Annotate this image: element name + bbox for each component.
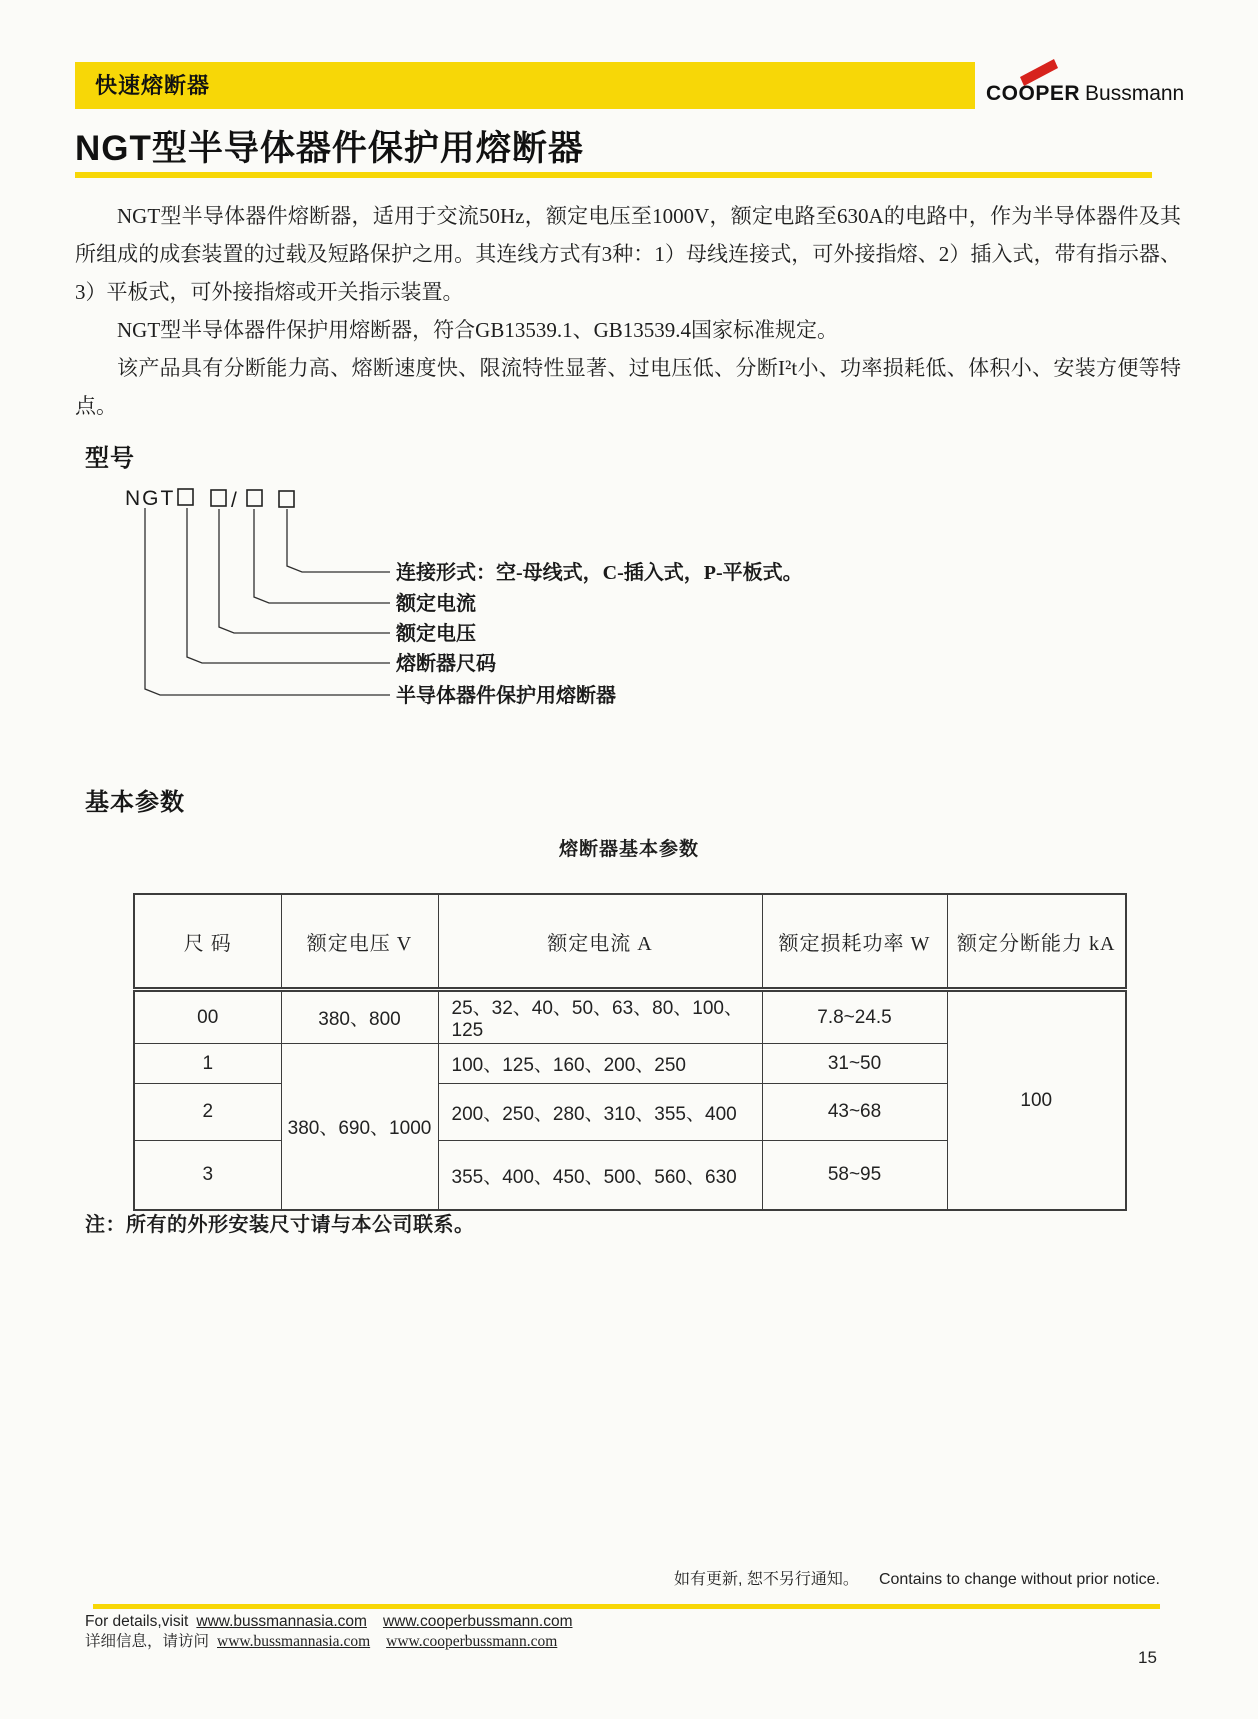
callout-label-product: 半导体器件保护用熔断器 <box>396 685 616 707</box>
callout-label-connection: 连接形式：空-母线式，C-插入式，P-平板式。 <box>396 562 803 584</box>
update-notice <box>560 1566 1160 1589</box>
cooper-bussmann-logo <box>984 56 1185 108</box>
details-label-cn: 详细信息，请访问 <box>85 1633 210 1650</box>
footer-links-line-en <box>85 1612 572 1632</box>
basic-params-table <box>133 893 1127 1211</box>
cell-size: 3 <box>134 1141 281 1211</box>
category-banner-label: 快速熔断器 <box>95 73 211 98</box>
logo-bussmann-label: Bussmann <box>1085 82 1185 105</box>
params-section-heading: 基本参数 <box>85 789 185 816</box>
model-section-heading: 型号 <box>85 445 135 472</box>
col-header-size: 尺 码 <box>134 894 281 990</box>
callout-label-size: 熔断器尺码 <box>396 653 496 675</box>
cell-size: 00 <box>134 990 281 1044</box>
link-cooperbussmann[interactable]: www.cooperbussmann.com <box>382 1613 573 1630</box>
logo-text <box>986 82 1184 106</box>
intro-paragraph-2: NGT型半导体器件保护用熔断器，符合GB13539.1、GB13539.4国家标准规定。 <box>117 318 839 342</box>
intro-paragraph-3: 该产品具有分断能力高、熔断速度快、限流特性显著、过电压低、分断I²t小、功率损耗低、体积小、安装方便等特点。 <box>75 356 1181 418</box>
cell-voltage: 380、800 <box>281 990 438 1044</box>
cell-size: 2 <box>134 1084 281 1141</box>
callout-line-product <box>145 508 390 695</box>
cell-breaking-capacity: 100 <box>947 990 1126 1211</box>
model-code-diagram <box>75 478 925 718</box>
callout-line-size <box>187 508 390 663</box>
cell-power: 31~50 <box>762 1044 947 1084</box>
model-box-size <box>178 489 193 505</box>
callout-label-current: 额定电流 <box>396 593 476 615</box>
model-box-connection <box>279 491 294 507</box>
cell-current: 25、32、40、50、63、80、100、125 <box>438 990 762 1044</box>
table-header-row <box>134 894 1126 990</box>
model-box-voltage <box>211 490 226 506</box>
details-label-en: For details,visit <box>85 1613 189 1630</box>
model-box-current <box>247 490 262 506</box>
intro-paragraph-1: NGT型半导体器件熔断器，适用于交流50Hz，额定电压至1000V，额定电路至630A的电路中，作为半导体器件及其所组成的成套装置的过载及短路保护之用。其连线方式有3种：1）母线连接式，可外接指熔、2）插入式，带有指示器、3）平板式，可外接指熔或开关指示装置。 <box>75 204 1181 304</box>
title-underline-rule <box>75 172 1152 178</box>
col-header-voltage: 额定电压 V <box>281 894 438 990</box>
intro-paragraphs <box>75 197 1181 425</box>
callout-line-connection <box>287 509 390 572</box>
callout-line-voltage <box>219 509 390 633</box>
cell-current: 100、125、160、200、250 <box>438 1044 762 1084</box>
update-notice-en: Contains to change without prior notice. <box>878 1571 1160 1588</box>
link-bussmannasia-cn[interactable]: www.bussmannasia.com <box>217 1633 371 1650</box>
link-bussmannasia[interactable]: www.bussmannasia.com <box>196 1613 367 1630</box>
cell-current: 355、400、450、500、560、630 <box>438 1141 762 1211</box>
footer-yellow-rule <box>93 1604 1160 1609</box>
page-number: 15 <box>1138 1648 1157 1667</box>
cell-size: 1 <box>134 1044 281 1084</box>
cell-power: 7.8~24.5 <box>762 990 947 1044</box>
cell-current: 200、250、280、310、355、400 <box>438 1084 762 1141</box>
cell-power: 43~68 <box>762 1084 947 1141</box>
table-caption: 熔断器基本参数 <box>558 839 699 860</box>
col-header-current: 额定电流 A <box>438 894 762 990</box>
table-row <box>134 990 1126 1044</box>
col-header-power: 额定损耗功率 W <box>762 894 947 990</box>
model-slash-text: / <box>231 489 237 512</box>
callout-line-current <box>254 509 390 603</box>
footer-links-line-cn <box>85 1632 572 1652</box>
cell-voltage-merged: 380、690、1000 <box>281 1044 438 1211</box>
model-prefix-text: NGT <box>125 487 176 510</box>
callout-label-voltage: 额定电压 <box>396 623 476 645</box>
footer-links <box>85 1612 572 1652</box>
update-notice-cn: 如有更新, 恕不另行通知。 <box>674 1571 859 1588</box>
category-banner <box>75 62 975 109</box>
cell-power: 58~95 <box>762 1141 947 1211</box>
link-cooperbussmann-cn[interactable]: www.cooperbussmann.com <box>386 1633 558 1650</box>
col-header-breaking: 额定分断能力 kA <box>947 894 1126 990</box>
logo-cooper-label: COOPER <box>986 82 1081 105</box>
table-note: 注：所有的外形安装尺寸请与本公司联系。 <box>85 1214 475 1236</box>
page-title: NGT型半导体器件保护用熔断器 <box>75 129 584 168</box>
